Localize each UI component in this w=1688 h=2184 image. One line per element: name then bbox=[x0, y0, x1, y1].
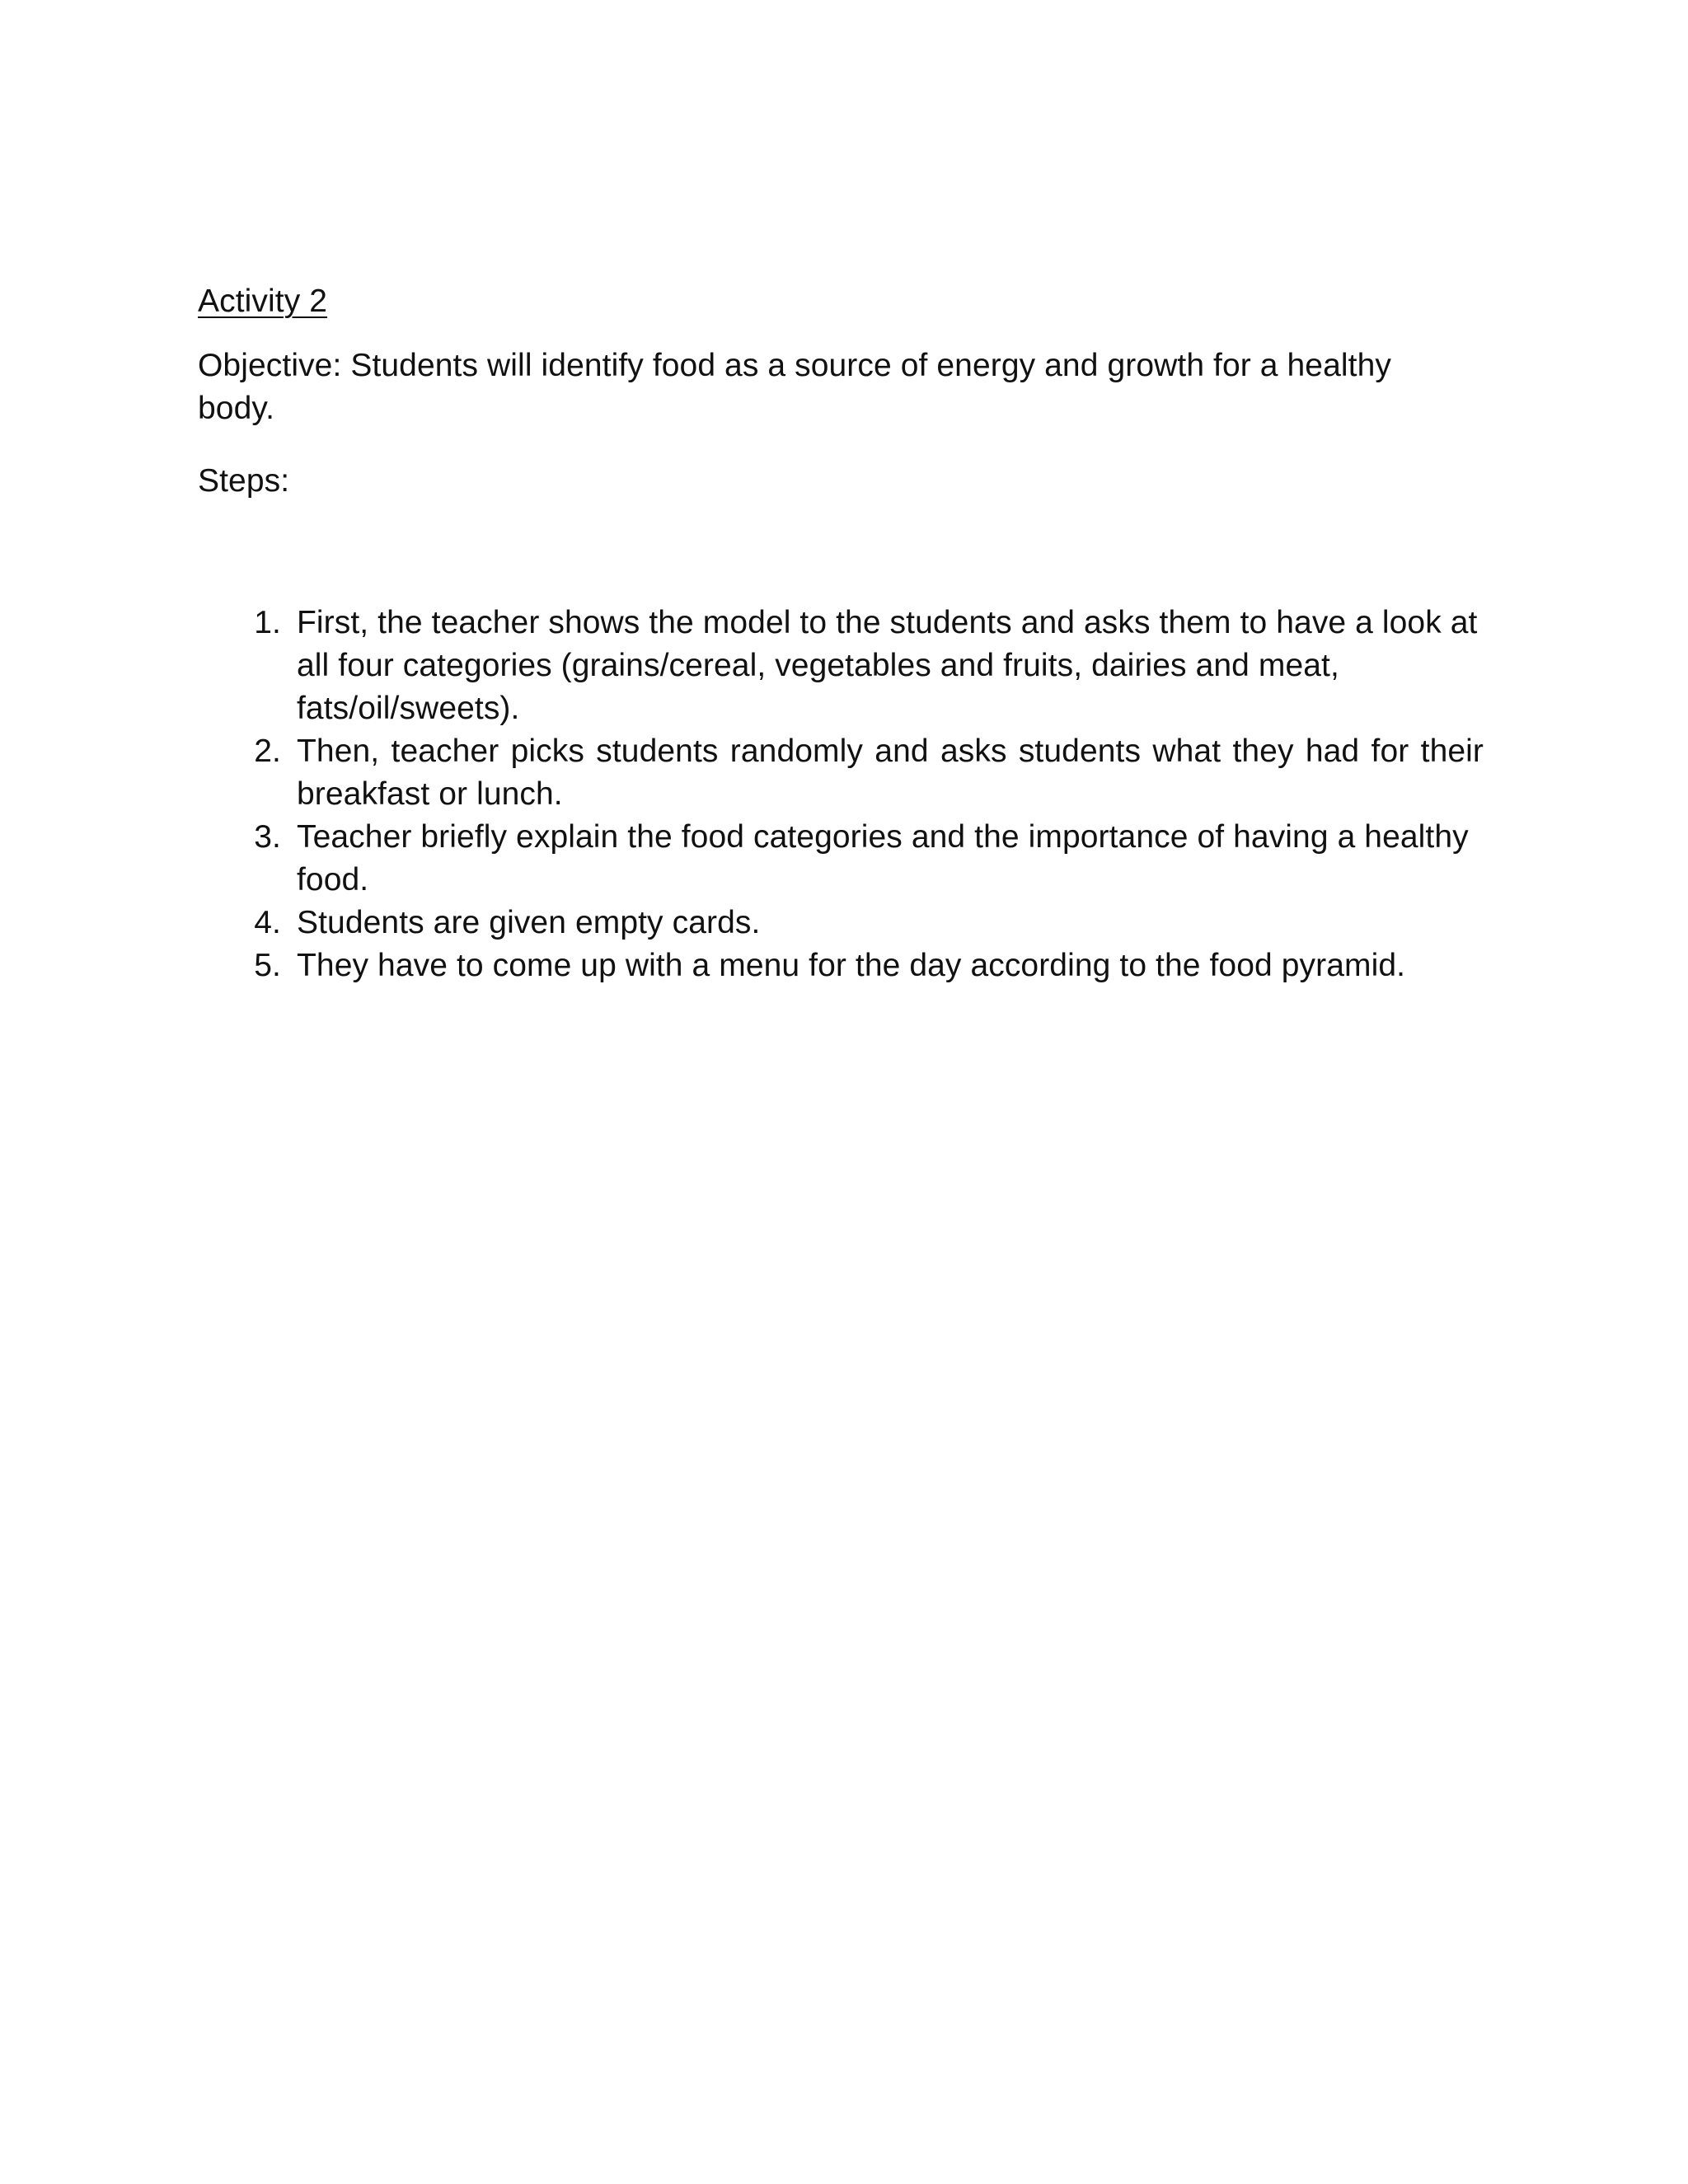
step-text: Teacher briefly explain the food categories and the importance of having a healthy food. bbox=[297, 819, 1469, 898]
step-text: They have to come up with a menu for the day according to the food pyramid. bbox=[297, 948, 1406, 983]
step-item bbox=[198, 944, 1484, 987]
steps-list bbox=[198, 602, 1484, 987]
step-text: First, the teacher shows the model to the students and asks them to have a look at all four categories (grains/cereal, vegetables and fruits, dairies and meat, fats/oil/sweets). bbox=[297, 605, 1478, 726]
step-item bbox=[198, 602, 1484, 730]
activity-heading: Activity 2 bbox=[198, 284, 328, 319]
step-item bbox=[198, 816, 1484, 902]
step-number: 4. bbox=[254, 905, 281, 940]
step-number: 1. bbox=[254, 605, 281, 640]
step-number: 5. bbox=[254, 948, 281, 983]
step-text: Then, teacher picks students randomly and asks students what they had for their breakfast or lunch. bbox=[297, 733, 1484, 812]
steps-label: Steps: bbox=[198, 463, 290, 499]
step-number: 2. bbox=[254, 733, 281, 769]
document-content bbox=[198, 280, 1484, 987]
step-text: Students are given empty cards. bbox=[297, 905, 761, 940]
step-item bbox=[198, 902, 1484, 944]
objective-text: Objective: Students will identify food as a source of energy and growth for a healthy body. bbox=[198, 348, 1391, 426]
step-item bbox=[198, 730, 1484, 816]
step-number: 3. bbox=[254, 819, 281, 855]
